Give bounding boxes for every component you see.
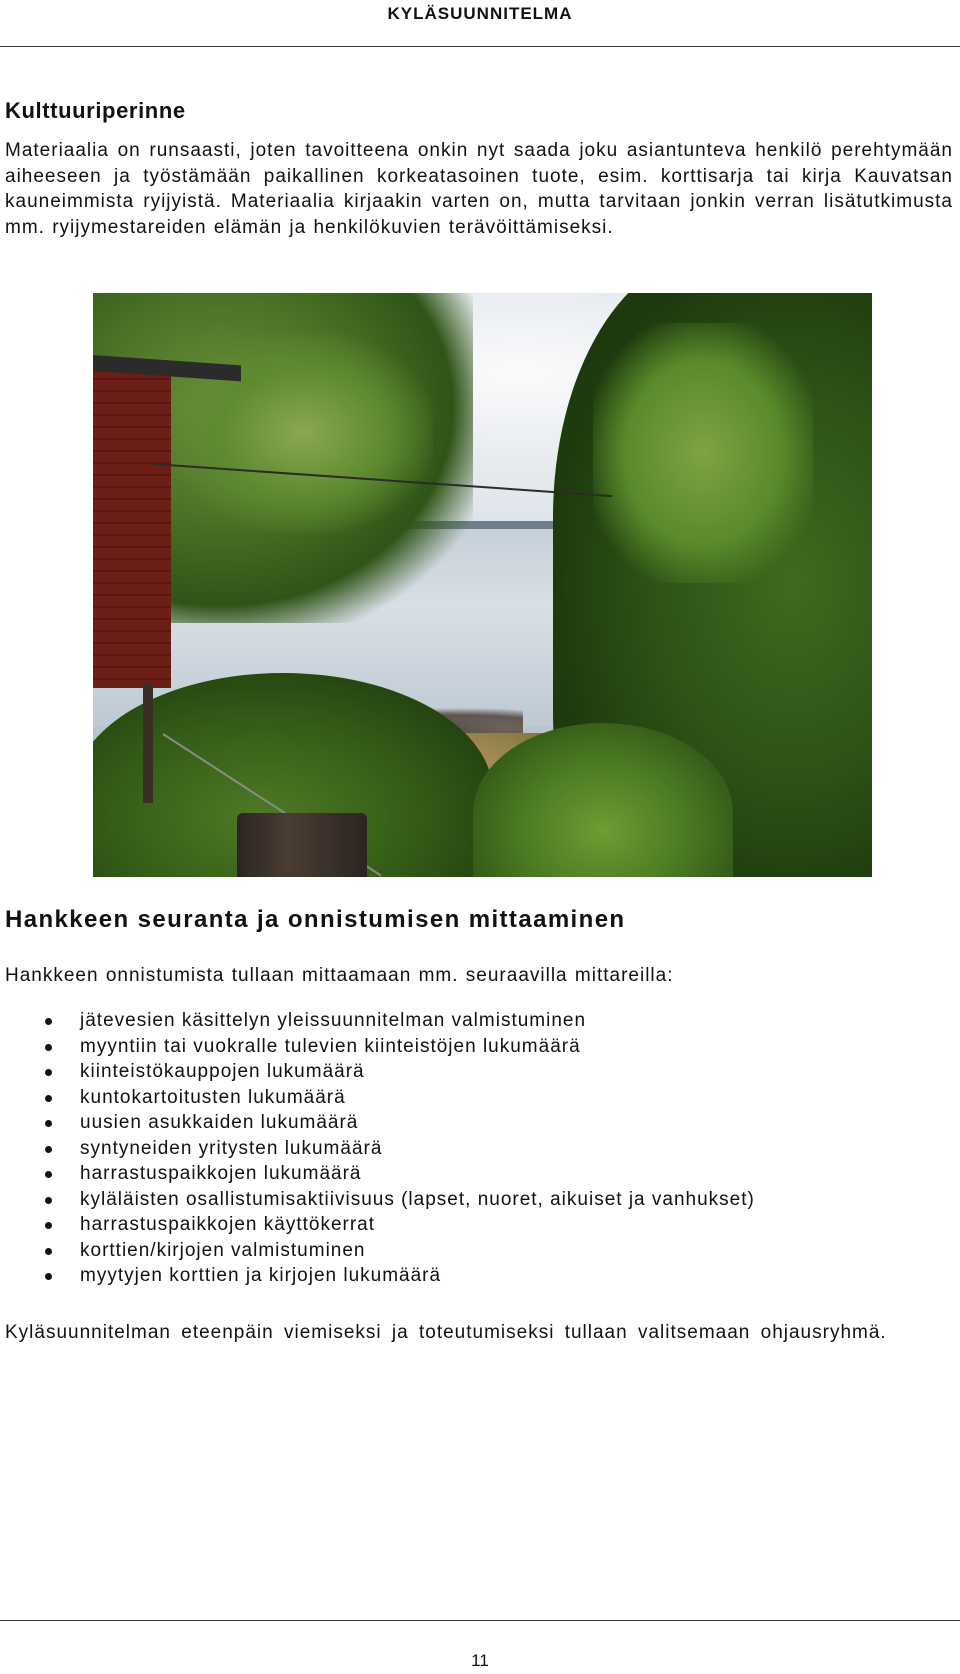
list-item-text: harrastuspaikkojen käyttökerrat [80,1214,376,1235]
list-item [0,1110,940,1136]
list-item-text: kyläläisten osallistumisaktiivisuus (lapset, nuoret, aikuiset ja vanhukset) [80,1188,755,1210]
list-item-text: myytyjen korttien ja kirjojen lukumäärä [80,1265,442,1286]
photo-red-cabin [93,368,171,688]
list-item-text: uusien asukkaiden lukumäärä [80,1112,359,1133]
bullet-icon [45,1146,52,1153]
bullet-icon [45,1120,52,1127]
footer-divider [0,1620,960,1621]
header-divider [0,46,960,47]
bullet-icon [45,1197,52,1204]
list-item [0,1212,940,1238]
list-item [0,1034,940,1060]
culture-paragraph: Materiaalia on runsaasti, joten tavoitteena onkin nyt saada joku asiantunteva henkilö perehtymään aiheeseen ja työstämään paikallinen korkeatasoinen tuote, esim. korttisarja tai kirja Kauvatsan kauneimmista ryijyistä. Materiaalia kirjaakin varten on, mutta tarvitaan jonkin verran lisätutkimusta mm. ryijymestareiden elämän ja henkilökuvien terävöittämiseksi. [5,140,953,238]
list-item-text: jätevesien käsittelyn yleissuunnitelman valmistuminen [80,1010,587,1031]
bullet-icon [45,1273,52,1280]
list-item [0,1161,940,1187]
list-item-text: syntyneiden yritysten lukumäärä [80,1137,383,1159]
list-item [0,1238,940,1264]
bullet-icon [45,1248,52,1255]
list-item-text: myyntiin tai vuokralle tulevien kiinteistöjen lukumäärä [80,1035,581,1057]
bullet-icon [45,1095,52,1102]
list-item [0,1263,940,1289]
section-heading-culture: Kulttuuriperinne [5,98,186,123]
bullet-icon [45,1171,52,1178]
page-number: 11 [471,1651,489,1670]
running-header: KYLÄSUUNNITELMA [387,4,573,23]
list-item [0,1187,940,1213]
list-item-text: korttien/kirjojen valmistuminen [80,1239,366,1261]
photo-fence-post [143,683,153,803]
list-item [0,1008,940,1034]
monitoring-intro: Hankkeen onnistumista tullaan mittaamaan mm. seuraavilla mittareilla: [5,965,674,986]
list-item-text: harrastuspaikkojen lukumäärä [80,1163,362,1184]
list-item [0,1136,940,1162]
bullet-icon [45,1044,52,1051]
list-item-text: kiinteistökauppojen lukumäärä [80,1061,365,1082]
section-heading-monitoring: Hankkeen seuranta ja onnistumisen mittaaminen [5,906,626,933]
list-item-text: kuntokartoitusten lukumäärä [80,1086,346,1108]
list-item [0,1059,940,1085]
bullet-icon [45,1069,52,1076]
photo-tree-stump [237,813,367,877]
metrics-list [0,1008,940,1289]
closing-paragraph: Kyläsuunnitelman eteenpäin viemiseksi ja toteutumiseksi tullaan valitsemaan ohjausryhmä. [5,1322,887,1343]
bullet-icon [45,1018,52,1025]
list-item [0,1085,940,1111]
photo-tree-right-highlight [593,323,813,583]
lake-landscape-photo [93,293,872,877]
bullet-icon [45,1222,52,1229]
